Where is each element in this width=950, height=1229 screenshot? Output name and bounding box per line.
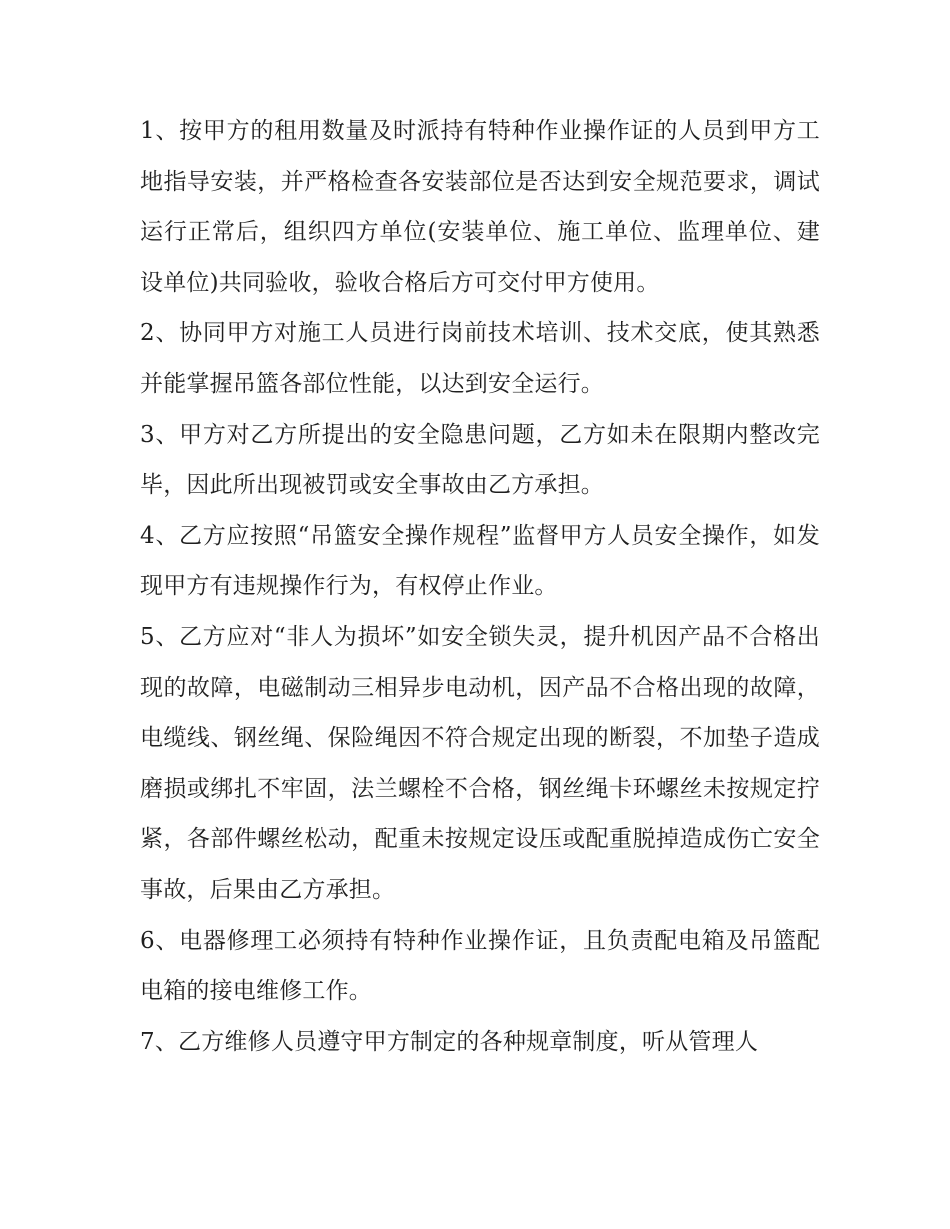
- paragraph-6: 6、电器修理工必须持有特种作业操作证，且负责配电箱及吊篮配电箱的接电维修工作。: [140, 927, 820, 1005]
- paragraph-3: 3、甲方对乙方所提出的安全隐患问题，乙方如未在限期内整改完毕，因此所出现被罚或安全事故由乙方承担。: [140, 421, 820, 499]
- document-body: [140, 106, 820, 1067]
- paragraph-5: 5、乙方应对“非人为损坏”如安全锁失灵，提升机因产品不合格出现的故障，电磁制动三相异步电动机，因产品不合格出现的故障，电缆线、钢丝绳、保险绳因不符合规定出现的断裂，不加垫子造成磨损或绑扎不牢固，法兰螺栓不合格，钢丝绳卡环螺丝未按规定拧紧，各部件螺丝松动，配重未按规定设压或配重脱掉造成伤亡安全事故，后果由乙方承担。: [140, 623, 820, 903]
- paragraph-4: 4、乙方应按照“吊篮安全操作规程”监督甲方人员安全操作，如发现甲方有违规操作行为，有权停止作业。: [140, 522, 820, 600]
- paragraph-1: 1、按甲方的租用数量及时派持有特种作业操作证的人员到甲方工地指导安装，并严格检查各安装部位是否达到安全规范要求，调试运行正常后，组织四方单位(安装单位、施工单位、监理单位、建设单位)共同验收，验收合格后方可交付甲方使用。: [140, 118, 820, 296]
- paragraph-7: 7、乙方维修人员遵守甲方制定的各种规章制度，听从管理人: [140, 1028, 759, 1055]
- paragraph-2: 2、协同甲方对施工人员进行岗前技术培训、技术交底，使其熟悉并能掌握吊篮各部位性能，以达到安全运行。: [140, 320, 820, 397]
